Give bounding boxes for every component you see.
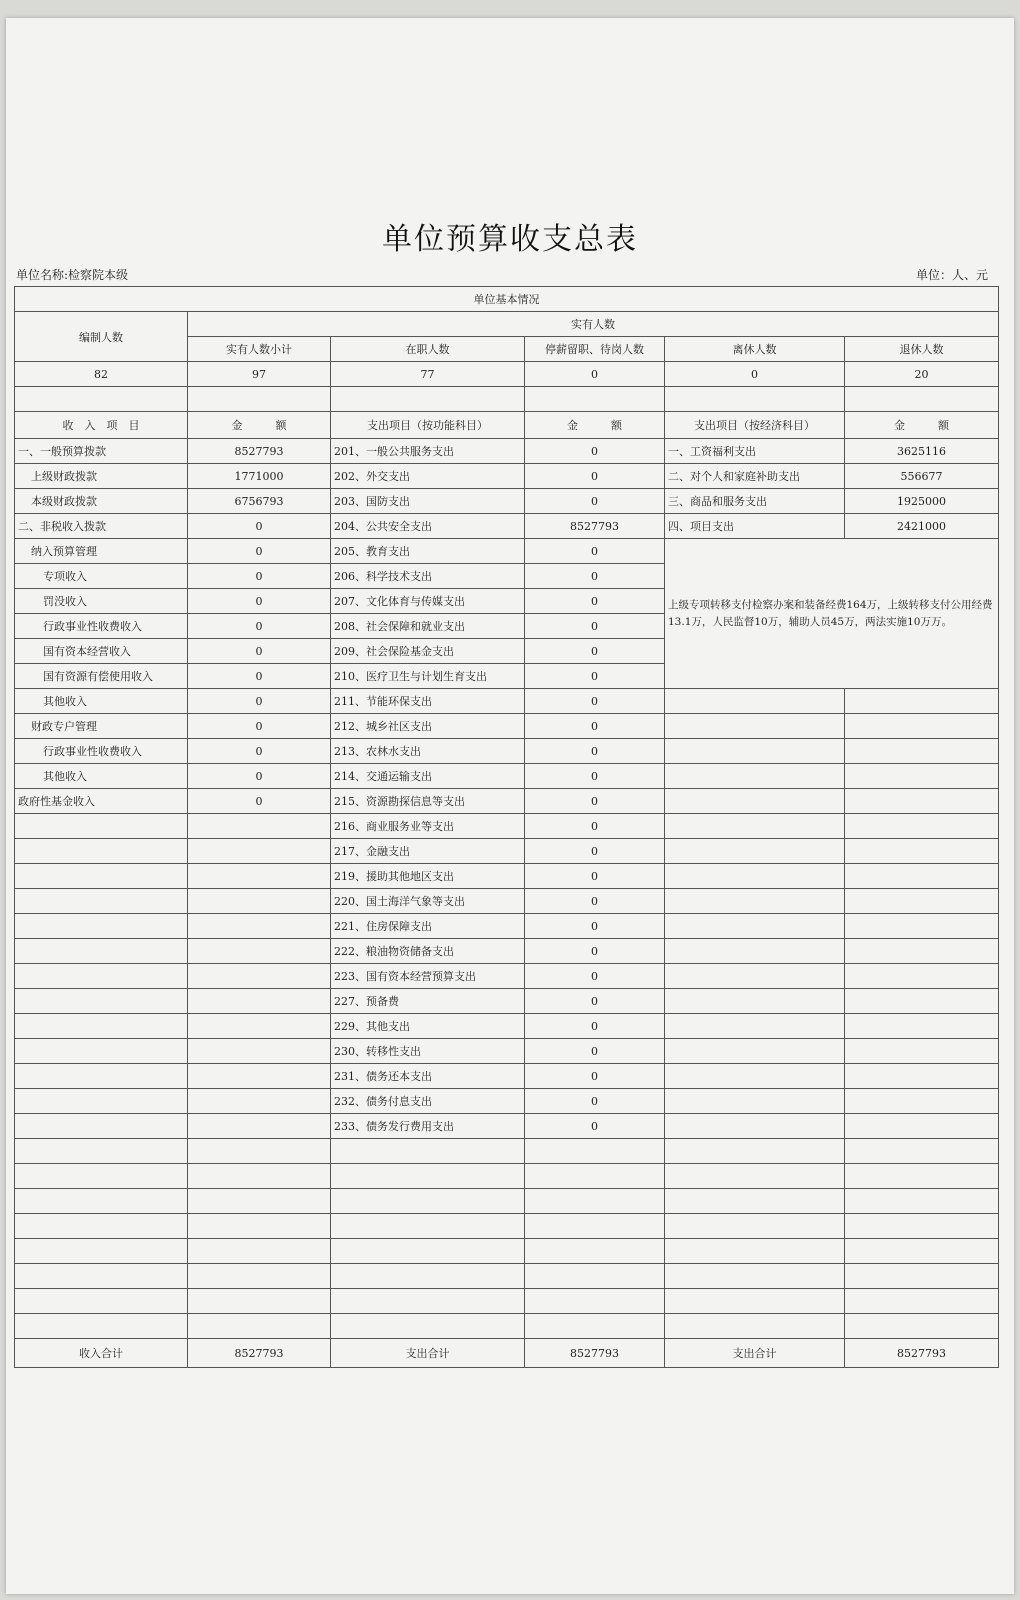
income-item-amount [188,1139,331,1164]
func-item-name: 214、交通运输支出 [331,764,525,789]
func-item-name [331,1289,525,1314]
econ-item-name [665,839,845,864]
income-item-amount [188,1314,331,1339]
table-row [15,1064,999,1089]
econ-item-name [665,789,845,814]
income-item-amount: 0 [188,714,331,739]
income-item-name [15,1314,188,1339]
econ-item-name: 三、商品和服务支出 [665,489,845,514]
econ-item-amount [845,839,999,864]
func-item-name: 230、转移性支出 [331,1039,525,1064]
income-item-amount: 8527793 [188,439,331,464]
income-item-amount: 0 [188,739,331,764]
func-item-amount: 0 [525,764,665,789]
func-item-name: 221、住房保障支出 [331,914,525,939]
income-item-name [15,1039,188,1064]
income-item-name [15,1014,188,1039]
income-item-name: 专项收入 [15,564,188,589]
table-row [15,739,999,764]
func-item-amount: 0 [525,639,665,664]
econ-item-name [665,1214,845,1239]
basic-header: 在职人数 [331,337,525,362]
income-item-name: 国有资源有偿使用收入 [15,664,188,689]
income-item-name: 其他收入 [15,689,188,714]
func-item-amount [525,1264,665,1289]
func-item-name: 233、债务发行费用支出 [331,1114,525,1139]
func-item-amount: 0 [525,489,665,514]
func-item-amount: 0 [525,439,665,464]
income-item-amount: 1771000 [188,464,331,489]
econ-item-amount [845,1139,999,1164]
func-item-name: 208、社会保障和就业支出 [331,614,525,639]
econ-item-name [665,1239,845,1264]
income-item-name: 行政事业性收费收入 [15,739,188,764]
amount-header: 金 额 [525,412,665,439]
income-item-amount [188,1014,331,1039]
func-item-name [331,1164,525,1189]
func-item-amount: 0 [525,739,665,764]
document-page [6,18,1014,1594]
income-item-name: 罚没收入 [15,589,188,614]
econ-item-name [665,1139,845,1164]
income-item-name: 一、一般预算拨款 [15,439,188,464]
income-item-name [15,1189,188,1214]
func-item-name: 204、公共安全支出 [331,514,525,539]
econ-item-name [665,989,845,1014]
income-item-amount [188,1089,331,1114]
func-item-name: 207、文化体育与传媒支出 [331,589,525,614]
econ-item-amount [845,1039,999,1064]
func-item-amount: 0 [525,689,665,714]
income-item-name [15,1089,188,1114]
unit-label: 单位：人、元 [915,268,988,282]
econ-item-name [665,864,845,889]
income-item-name: 其他收入 [15,764,188,789]
func-item-amount: 0 [525,464,665,489]
econ-item-name [665,1164,845,1189]
func-item-amount: 0 [525,1064,665,1089]
econ-item-amount [845,989,999,1014]
basic-header: 退休人数 [845,337,999,362]
table-row [15,889,999,914]
econ-item-name [665,1014,845,1039]
func-item-name: 232、债务付息支出 [331,1089,525,1114]
func-item-name [331,1239,525,1264]
econ-item-amount [845,864,999,889]
func-item-amount: 0 [525,714,665,739]
income-item-amount [188,1064,331,1089]
econ-item-name [665,1189,845,1214]
func-item-name: 212、城乡社区支出 [331,714,525,739]
income-item-name [15,864,188,889]
econ-item-name [665,914,845,939]
basic-section-row [15,287,999,312]
table-row [15,489,999,514]
func-item-amount: 0 [525,1089,665,1114]
func-item-amount [525,1189,665,1214]
table-row [15,1164,999,1189]
func-item-amount: 0 [525,1114,665,1139]
income-item-name [15,1139,188,1164]
func-item-name: 229、其他支出 [331,1014,525,1039]
func-item-name: 205、教育支出 [331,539,525,564]
econ-item-amount [845,714,999,739]
income-item-name [15,1264,188,1289]
func-item-amount: 0 [525,539,665,564]
income-item-amount [188,1214,331,1239]
func-item-header: 支出项目（按功能科目） [331,412,525,439]
func-total-label: 支出合计 [331,1339,525,1368]
func-item-amount [525,1214,665,1239]
income-item-amount: 0 [188,789,331,814]
econ-item-name [665,1089,845,1114]
table-row [15,989,999,1014]
econ-item-amount: 556677 [845,464,999,489]
table-row [15,964,999,989]
econ-item-amount [845,1314,999,1339]
income-item-name: 财政专户管理 [15,714,188,739]
basic-value: 77 [331,362,525,387]
income-item-name: 国有资本经营收入 [15,639,188,664]
spacer-row [15,387,999,412]
func-item-amount: 0 [525,1014,665,1039]
table-row [15,814,999,839]
econ-item-name [665,1264,845,1289]
income-item-name [15,1164,188,1189]
econ-item-amount [845,1064,999,1089]
income-item-amount [188,1164,331,1189]
income-item-amount [188,964,331,989]
income-item-amount [188,1264,331,1289]
table-row [15,1214,999,1239]
note-text: 上级专项转移支付检察办案和装备经费164万，上级转移支付公用经费13.1万，人民监督10万，辅助人员45万，两法实施10万万。 [665,539,999,689]
table-row [15,539,999,564]
func-item-amount: 0 [525,939,665,964]
econ-item-name [665,939,845,964]
econ-item-name [665,714,845,739]
table-row [15,464,999,489]
econ-item-amount [845,789,999,814]
table-row [15,439,999,464]
econ-item-amount: 3625116 [845,439,999,464]
income-item-name: 上级财政拨款 [15,464,188,489]
basic-value: 20 [845,362,999,387]
table-row [15,839,999,864]
table-row [15,514,999,539]
econ-item-name: 二、对个人和家庭补助支出 [665,464,845,489]
econ-item-amount [845,764,999,789]
func-item-name [331,1264,525,1289]
table-row [15,714,999,739]
income-item-amount [188,939,331,964]
basic-value: 0 [525,362,665,387]
basic-header-row-1 [15,312,999,337]
func-item-name: 231、债务还本支出 [331,1064,525,1089]
income-item-name: 政府性基金收入 [15,789,188,814]
income-item-amount: 0 [188,539,331,564]
func-item-amount [525,1139,665,1164]
func-item-name: 216、商业服务业等支出 [331,814,525,839]
income-item-name [15,1064,188,1089]
func-item-name: 222、粮油物资储备支出 [331,939,525,964]
econ-item-amount [845,964,999,989]
income-item-amount [188,989,331,1014]
basic-header: 离休人数 [665,337,845,362]
income-item-name: 二、非税收入拨款 [15,514,188,539]
func-item-amount [525,1164,665,1189]
econ-item-amount: 1925000 [845,489,999,514]
func-item-name: 223、国有资本经营预算支出 [331,964,525,989]
income-item-name [15,914,188,939]
document-title: 单位预算收支总表 [382,222,638,257]
staff-quota-label: 编制人数 [15,312,188,362]
income-item-header: 收 入 项 目 [15,412,188,439]
func-item-name: 219、援助其他地区支出 [331,864,525,889]
econ-item-name [665,1314,845,1339]
econ-item-amount [845,1114,999,1139]
table-row [15,689,999,714]
income-item-name [15,1214,188,1239]
econ-item-name [665,689,845,714]
income-item-amount [188,1289,331,1314]
table-row [15,789,999,814]
func-item-name: 206、科学技术支出 [331,564,525,589]
econ-item-amount [845,814,999,839]
func-item-name: 209、社会保险基金支出 [331,639,525,664]
basic-value: 0 [665,362,845,387]
econ-total-amount: 8527793 [845,1339,999,1368]
budget-table [14,286,999,1368]
func-item-amount [525,1314,665,1339]
func-item-name: 211、节能环保支出 [331,689,525,714]
econ-item-name [665,889,845,914]
income-item-amount: 0 [188,639,331,664]
econ-item-amount [845,1239,999,1264]
func-item-name: 201、一般公共服务支出 [331,439,525,464]
income-item-amount: 0 [188,614,331,639]
func-item-amount: 0 [525,839,665,864]
func-item-amount: 8527793 [525,514,665,539]
func-item-amount: 0 [525,914,665,939]
table-row [15,1014,999,1039]
func-item-name [331,1314,525,1339]
econ-item-name [665,1289,845,1314]
func-item-amount: 0 [525,664,665,689]
totals-row [15,1339,999,1368]
econ-item-name [665,764,845,789]
econ-item-amount [845,914,999,939]
econ-item-amount [845,1189,999,1214]
func-item-amount: 0 [525,864,665,889]
income-item-amount [188,839,331,864]
income-item-amount: 6756793 [188,489,331,514]
column-header-row [15,412,999,439]
econ-item-amount [845,1089,999,1114]
econ-item-name [665,739,845,764]
func-item-name: 227、预备费 [331,989,525,1014]
income-item-amount: 0 [188,664,331,689]
func-item-amount: 0 [525,964,665,989]
econ-item-amount: 2421000 [845,514,999,539]
income-item-name [15,964,188,989]
func-item-name: 213、农林水支出 [331,739,525,764]
income-item-name [15,989,188,1014]
econ-item-name: 一、工资福利支出 [665,439,845,464]
income-item-amount: 0 [188,764,331,789]
econ-item-name [665,1039,845,1064]
econ-item-amount [845,1164,999,1189]
table-row [15,1264,999,1289]
econ-item-header: 支出项目（按经济科目） [665,412,845,439]
income-item-amount [188,1114,331,1139]
basic-values-row [15,362,999,387]
income-item-name [15,839,188,864]
table-row [15,764,999,789]
econ-item-amount [845,1264,999,1289]
income-item-amount [188,814,331,839]
staff-quota-value: 82 [15,362,188,387]
income-item-name: 行政事业性收费收入 [15,614,188,639]
basic-value: 97 [188,362,331,387]
func-item-name: 202、外交支出 [331,464,525,489]
func-item-name [331,1139,525,1164]
table-row [15,939,999,964]
income-item-amount [188,1239,331,1264]
func-item-name [331,1189,525,1214]
func-item-name: 220、国土海洋气象等支出 [331,889,525,914]
econ-item-amount [845,689,999,714]
table-row [15,1239,999,1264]
income-item-name: 纳入预算管理 [15,539,188,564]
income-item-amount [188,914,331,939]
econ-item-name [665,1064,845,1089]
income-item-name [15,939,188,964]
table-row [15,1039,999,1064]
func-item-amount: 0 [525,889,665,914]
econ-item-amount [845,889,999,914]
income-item-amount: 0 [188,589,331,614]
table-row [15,864,999,889]
table-row [15,1189,999,1214]
income-item-name [15,814,188,839]
amount-header: 金 额 [845,412,999,439]
table-row [15,914,999,939]
table-row [15,1139,999,1164]
income-item-name [15,1239,188,1264]
econ-item-amount [845,1214,999,1239]
income-item-name [15,1289,188,1314]
func-item-amount: 0 [525,989,665,1014]
table-row [15,1289,999,1314]
table-row [15,1089,999,1114]
basic-header: 停薪留职、待岗人数 [525,337,665,362]
func-item-amount: 0 [525,1039,665,1064]
func-item-name [331,1214,525,1239]
income-item-name [15,1114,188,1139]
func-item-name: 215、资源勘探信息等支出 [331,789,525,814]
income-item-name: 本级财政拨款 [15,489,188,514]
econ-item-amount [845,1289,999,1314]
func-item-amount: 0 [525,789,665,814]
func-item-amount: 0 [525,564,665,589]
income-item-amount: 0 [188,514,331,539]
func-item-amount: 0 [525,814,665,839]
func-item-amount [525,1289,665,1314]
income-item-amount [188,1039,331,1064]
income-item-amount [188,1189,331,1214]
income-item-amount [188,864,331,889]
actual-staff-label: 实有人数 [188,312,999,337]
income-item-amount [188,889,331,914]
econ-item-amount [845,739,999,764]
amount-header: 金 额 [188,412,331,439]
income-total-label: 收入合计 [15,1339,188,1368]
func-item-name: 217、金融支出 [331,839,525,864]
income-total-amount: 8527793 [188,1339,331,1368]
econ-item-name: 四、项目支出 [665,514,845,539]
func-item-name: 203、国防支出 [331,489,525,514]
econ-item-name [665,1114,845,1139]
unit-name: 单位名称:检察院本级 [16,268,129,282]
table-row [15,1314,999,1339]
basic-header: 实有人数小计 [188,337,331,362]
econ-item-name [665,964,845,989]
table-row [15,1114,999,1139]
func-item-amount: 0 [525,614,665,639]
income-item-amount: 0 [188,689,331,714]
income-item-name [15,889,188,914]
income-item-amount: 0 [188,564,331,589]
func-item-amount [525,1239,665,1264]
basic-section-title: 单位基本情况 [15,287,999,312]
econ-total-label: 支出合计 [665,1339,845,1368]
econ-item-name [665,814,845,839]
func-item-name: 210、医疗卫生与计划生育支出 [331,664,525,689]
func-item-amount: 0 [525,589,665,614]
econ-item-amount [845,939,999,964]
func-total-amount: 8527793 [525,1339,665,1368]
econ-item-amount [845,1014,999,1039]
